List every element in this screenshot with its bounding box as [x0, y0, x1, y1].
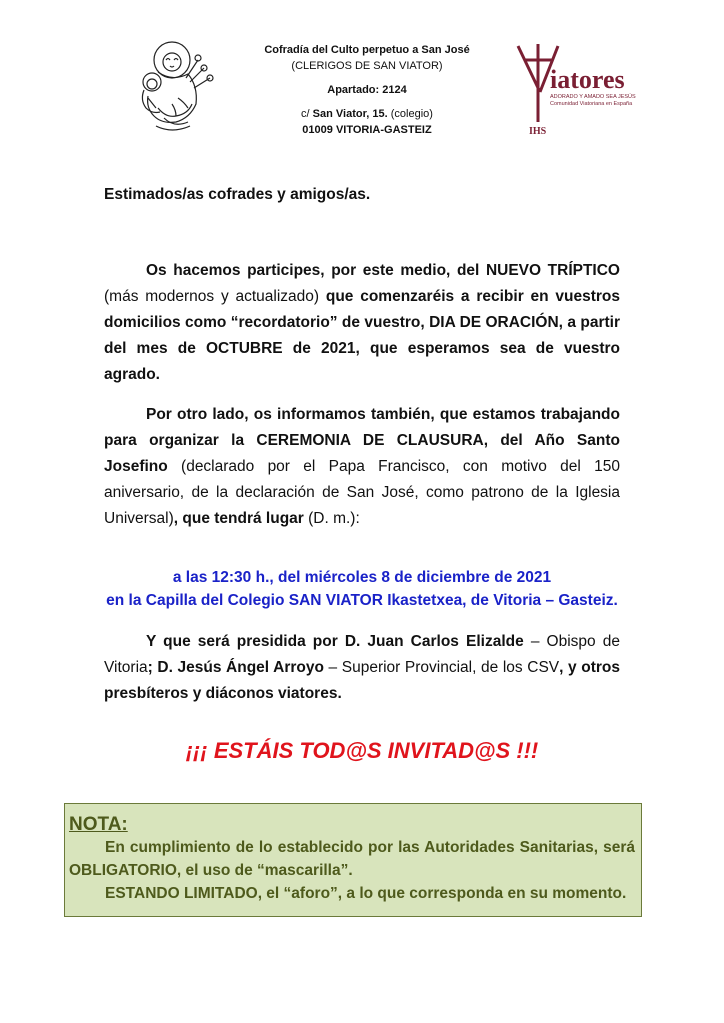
greeting: Estimados/as cofrades y amigos/as. [104, 186, 371, 203]
svg-text:IHS: IHS [529, 126, 547, 137]
saint-joseph-illustration [128, 38, 216, 138]
event-time: a las 12:30 h., del miércoles 8 de diciembre de 2021 [172, 569, 552, 586]
postal-city: 01009 VITORIA-GASTEIZ [302, 124, 432, 136]
po-box: Apartado: 2124 [327, 84, 407, 96]
note-sanitary-text: En cumplimiento de lo establecido por las Autoridades Sanitarias, será OBLIGATORIO, el uso de “mascarilla”. [69, 839, 635, 879]
street-address: c/ San Viator, 15. (colegio) [301, 108, 433, 120]
header-address-block [232, 42, 502, 138]
paragraph-new-triptych: Os hacemos participes, por este medio, del NUEVO TRÍPTICO (más modernos y actualizado) que comenzaréis a recibir en vuestros domicilios como “recordatorio” de vuestro, DIA DE ORACIÓN, a partir del mes de OCTUBRE de 2021, que esperamos sea de vuestro agrado. [104, 262, 621, 383]
note-title: NOTA: [69, 814, 128, 835]
event-location: en la Capilla del Colegio SAN VIATOR Ikastetxea, de Vitoria – Gasteiz. [106, 592, 618, 609]
invitation-banner: ¡¡¡ ESTÁIS TOD@S INVITAD@S !!! [185, 738, 539, 763]
svg-text:iatores: iatores [550, 65, 625, 94]
note-capacity-text: ESTANDO LIMITADO, el “aforo”, a lo que corresponda en su momento. [105, 885, 627, 902]
paragraph-presided-by: Y que será presidida por D. Juan Carlos Elizalde – Obispo de Vitoria; D. Jesús Ángel Arroyo – Superior Provincial, de los CSV, y otros presbíteros y diáconos viatores. [104, 633, 620, 702]
paragraph-closing-ceremony: Por otro lado, os informamos también, que estamos trabajando para organizar la CEREMONIA DE CLAUSURA, del Año Santo Josefino (declarado por el Papa Francisco, con motivo del 150 aniversario, de la declaración de San José, como patrono de la Iglesia Universal), que tendrá lugar (D. m.): [104, 406, 620, 527]
svg-text:ADORADO Y AMADO SEA JESÚS: ADORADO Y AMADO SEA JESÚS [550, 94, 636, 100]
note-box [64, 803, 642, 917]
viatores-logo [510, 40, 638, 144]
event-details [104, 566, 620, 612]
svg-text:Comunidad Viatoriana en España: Comunidad Viatoriana en España [550, 101, 633, 107]
order-name: (CLERIGOS DE SAN VIATOR) [291, 60, 443, 72]
brotherhood-name: Cofradía del Culto perpetuo a San José [264, 44, 470, 56]
